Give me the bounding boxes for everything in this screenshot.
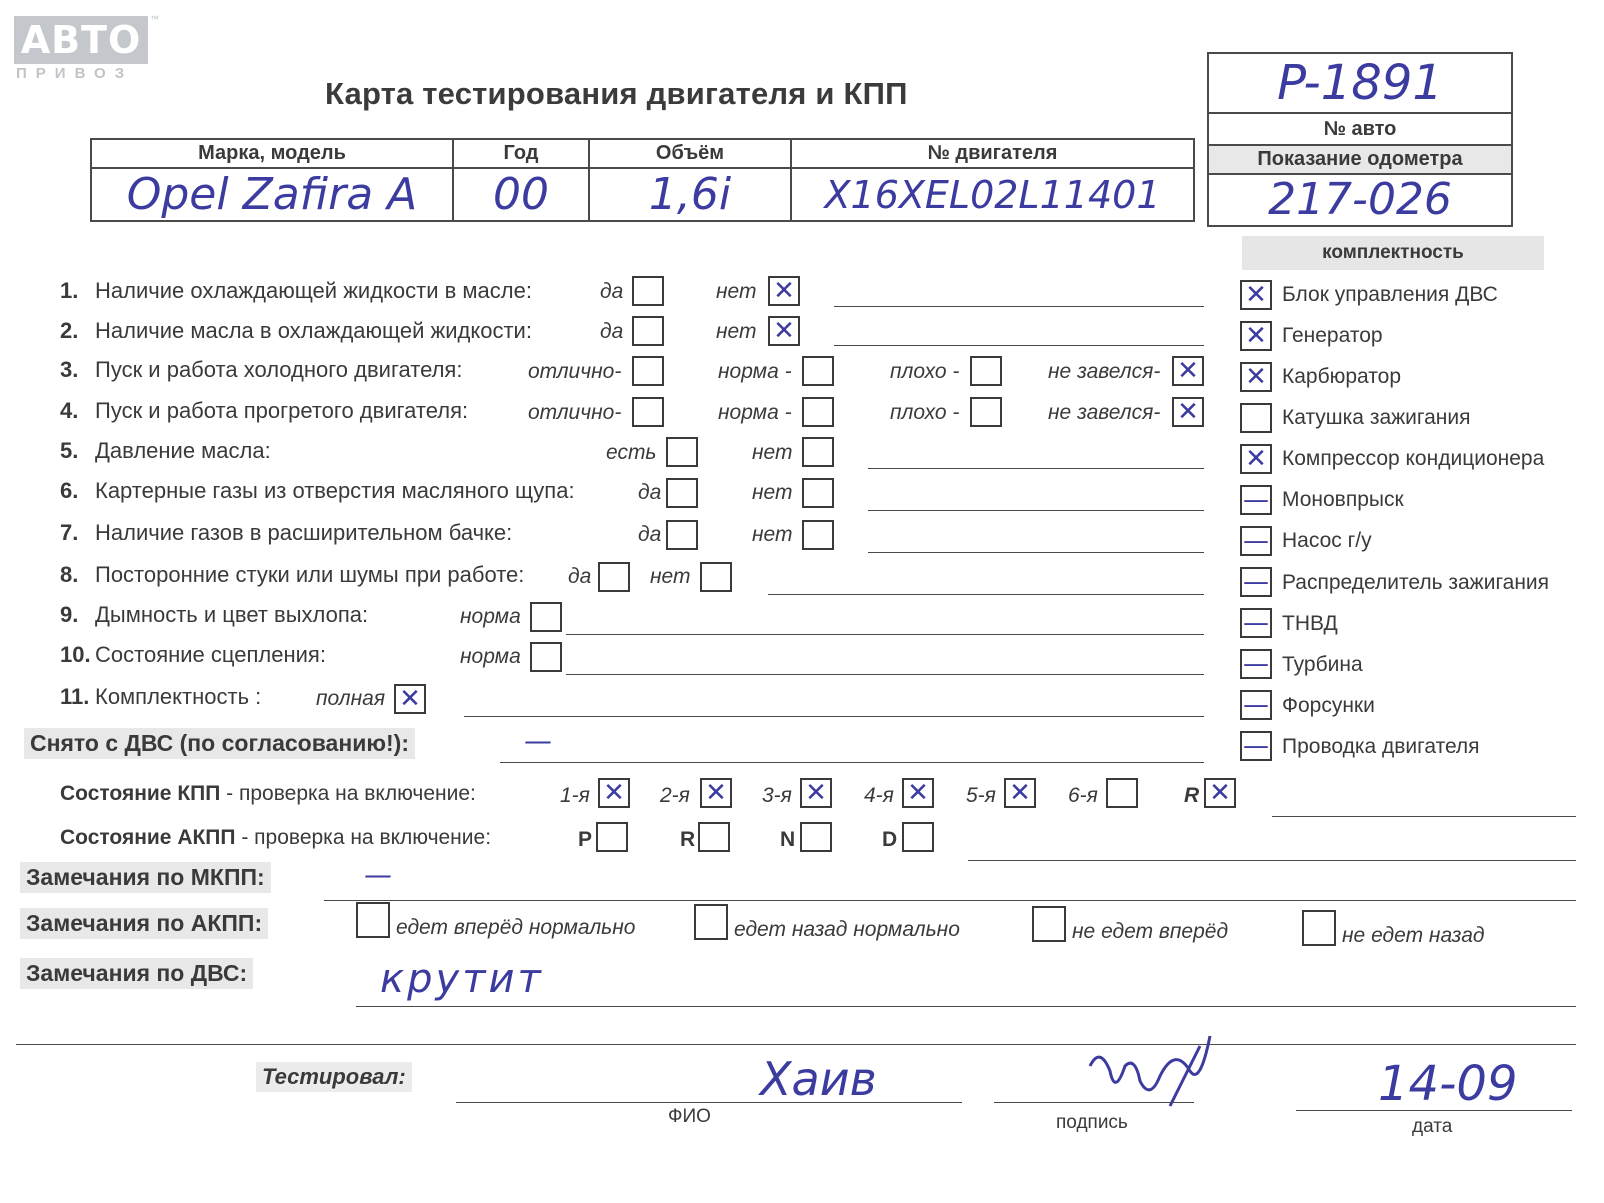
option-label: полная <box>316 687 386 710</box>
komplektnost-item: Форсунки <box>1282 694 1375 717</box>
option-label: да <box>600 320 624 343</box>
auto-number-box <box>1207 52 1513 227</box>
gear-checkbox-checked[interactable]: ✕ <box>800 778 832 808</box>
komplektnost-title: комплектность <box>1242 236 1544 270</box>
volume-value[interactable]: 1,6i <box>589 168 791 221</box>
engine-number-value[interactable]: X16XEL02L11401 <box>791 168 1194 221</box>
checkbox[interactable] <box>802 478 834 508</box>
kpp-label <box>60 782 476 806</box>
date-label: дата <box>1412 1116 1453 1137</box>
komplektnost-checkbox-dash[interactable]: — <box>1240 526 1272 556</box>
question-text: Посторонние стуки или шумы при работе: <box>95 562 525 587</box>
komplektnost-item: Катушка зажигания <box>1282 406 1471 429</box>
akpp-remark-option: не едет назад <box>1342 924 1485 947</box>
akpp-mode-checkbox[interactable] <box>902 822 934 852</box>
answer-line <box>566 634 1204 635</box>
komplektnost-checkbox-checked[interactable]: ✕ <box>1240 362 1272 392</box>
option-label: не завелся- <box>1048 360 1161 383</box>
gear-label: 2-я <box>660 784 690 807</box>
question-number: 1. <box>60 278 79 303</box>
komplektnost-item: Компрессор кондиционера <box>1282 447 1545 470</box>
akpp-remark-checkbox[interactable] <box>356 902 390 938</box>
akpp-mode-checkbox[interactable] <box>596 822 628 852</box>
option-label: норма - <box>718 360 792 383</box>
gear-label: 3-я <box>762 784 792 807</box>
gear-label: 4-я <box>864 784 894 807</box>
akpp-mode-label: N <box>780 828 796 851</box>
akpp-mode-label: R <box>680 828 696 851</box>
removed-value: — <box>524 724 552 757</box>
checkbox[interactable] <box>666 437 698 467</box>
question-number: 10. <box>60 642 91 667</box>
option-label: плохо - <box>890 360 960 383</box>
option-label: да <box>638 523 662 546</box>
option-label: отлично- <box>528 360 622 383</box>
checkbox[interactable] <box>802 397 834 427</box>
komplektnost-item: Проводка двигателя <box>1282 735 1480 758</box>
checkbox[interactable] <box>598 562 630 592</box>
fio-value: Хаив <box>760 1052 877 1106</box>
komplektnost-item: Моновпрыск <box>1282 488 1404 511</box>
gear-checkbox-checked[interactable]: ✕ <box>1004 778 1036 808</box>
option-label: плохо - <box>890 401 960 424</box>
option-label: нет <box>752 441 793 464</box>
auto-number-value: P-1891 <box>1209 54 1511 114</box>
option-label: да <box>568 565 592 588</box>
gear-checkbox-checked[interactable]: ✕ <box>902 778 934 808</box>
option-label: нет <box>716 280 757 303</box>
question-text: Состояние сцепления: <box>95 642 326 667</box>
akpp-mode-label: P <box>578 828 593 851</box>
col-header-engine-number: № двигателя <box>791 139 1194 168</box>
question-text: Пуск и работа прогретого двигателя: <box>95 398 469 423</box>
checkbox-checked[interactable]: ✕ <box>1172 356 1204 386</box>
answer-line <box>834 345 1204 346</box>
model-value[interactable]: Opel Zafira A <box>91 168 453 221</box>
komplektnost-item: Турбина <box>1282 653 1363 676</box>
col-header-volume: Объём <box>589 139 791 168</box>
komplektnost-item: Карбюратор <box>1282 365 1402 388</box>
answer-line <box>968 860 1576 861</box>
gear-checkbox-checked[interactable]: ✕ <box>1204 778 1236 808</box>
komplektnost-checkbox-dash[interactable]: — <box>1240 690 1272 720</box>
checkbox[interactable] <box>802 520 834 550</box>
tested-label: Тестировал: <box>256 1062 412 1092</box>
akpp-label-rest: - проверка на включение: <box>235 826 492 849</box>
komplektnost-checkbox-checked[interactable]: ✕ <box>1240 444 1272 474</box>
answer-line <box>356 1006 1576 1007</box>
option-label: нет <box>716 320 757 343</box>
checkbox[interactable] <box>632 397 664 427</box>
divider-line <box>16 1044 1576 1045</box>
checkbox[interactable] <box>530 642 562 672</box>
checkbox-checked[interactable]: ✕ <box>394 684 426 714</box>
gear-label: 1-я <box>560 784 590 807</box>
question-number: 8. <box>60 562 79 587</box>
sign-line <box>994 1102 1194 1103</box>
question-number: 11. <box>60 684 90 709</box>
date-value: 14-09 <box>1378 1056 1518 1112</box>
option-label: да <box>638 481 662 504</box>
answer-line <box>868 552 1204 553</box>
question-number: 2. <box>60 318 79 343</box>
question-text: Пуск и работа холодного двигателя: <box>95 357 463 382</box>
komplektnost-checkbox-checked[interactable]: ✕ <box>1240 321 1272 351</box>
option-label: есть <box>606 441 657 464</box>
fio-line <box>456 1102 962 1103</box>
option-label: нет <box>752 523 793 546</box>
checkbox[interactable] <box>666 520 698 550</box>
komplektnost-item: ТНВД <box>1282 612 1338 635</box>
komplektnost-item: Насос г/у <box>1282 529 1372 552</box>
answer-line <box>834 306 1204 307</box>
answer-line <box>868 468 1204 469</box>
akpp-mode-checkbox[interactable] <box>698 822 730 852</box>
col-header-year: Год <box>453 139 589 168</box>
auto-number-label: № авто <box>1209 114 1511 146</box>
option-label: не завелся- <box>1048 401 1161 424</box>
akpp-remark-checkbox[interactable] <box>1032 906 1066 942</box>
option-label: нет <box>650 565 691 588</box>
option-label: нет <box>752 481 793 504</box>
question-number: 6. <box>60 478 79 503</box>
checkbox[interactable] <box>632 276 664 306</box>
logo-subtitle: ПРИВОЗ <box>16 65 134 82</box>
answer-line <box>464 716 1204 717</box>
akpp-label-bold: Состояние АКПП <box>60 826 236 849</box>
question-text: Наличие газов в расширительном бачке: <box>95 520 513 545</box>
komplektnost-item: Распределитель зажигания <box>1282 571 1550 594</box>
question-number: 7. <box>60 520 79 545</box>
col-header-model: Марка, модель <box>91 139 453 168</box>
answer-line <box>324 900 1576 901</box>
checkbox[interactable] <box>970 397 1002 427</box>
akpp-mode-label: D <box>882 828 898 851</box>
answer-line <box>1272 816 1576 817</box>
answer-line <box>868 510 1204 511</box>
komplektnost-item: Блок управления ДВС <box>1282 283 1498 306</box>
checkbox[interactable] <box>632 356 664 386</box>
option-label: норма <box>460 645 521 668</box>
answer-line <box>500 762 1204 763</box>
checkbox[interactable] <box>666 478 698 508</box>
question-number: 9. <box>60 602 79 627</box>
akpp-label <box>60 826 491 850</box>
question-number: 3. <box>60 357 79 382</box>
vehicle-header-table <box>90 138 1195 222</box>
question-text: Наличие масла в охлаждающей жидкости: <box>95 318 532 343</box>
komplektnost-checkbox-dash[interactable]: — <box>1240 485 1272 515</box>
page-title: Карта тестирования двигателя и КПП <box>325 76 908 111</box>
komplektnost-checkbox[interactable] <box>1240 403 1272 433</box>
komplektnost-checkbox-dash[interactable]: — <box>1240 649 1272 679</box>
fio-label: ФИО <box>668 1106 711 1127</box>
akpp-remark-checkbox[interactable] <box>694 904 728 940</box>
gear-checkbox-checked[interactable]: ✕ <box>700 778 732 808</box>
dvs-remarks-value: крутит <box>380 956 544 1002</box>
question-text: Дымность и цвет выхлопа: <box>95 602 369 627</box>
dvs-remarks-label: Замечания по ДВС: <box>20 958 253 989</box>
checkbox-checked[interactable]: ✕ <box>768 316 800 346</box>
checkbox[interactable] <box>970 356 1002 386</box>
checkbox[interactable] <box>802 356 834 386</box>
akpp-remark-checkbox[interactable] <box>1302 910 1336 946</box>
logo-text: АВТО <box>20 18 142 62</box>
akpp-mode-checkbox[interactable] <box>800 822 832 852</box>
logo <box>14 16 148 64</box>
question-text: Комплектность : <box>95 684 262 709</box>
date-line <box>1296 1110 1572 1111</box>
mkpp-remarks-label: Замечания по МКПП: <box>20 862 271 893</box>
gear-label: 5-я <box>966 784 996 807</box>
kpp-label-rest: - проверка на включение: <box>220 782 476 805</box>
year-value[interactable]: 00 <box>453 168 589 221</box>
option-label: отлично- <box>528 401 622 424</box>
checkbox-checked[interactable]: ✕ <box>1172 397 1204 427</box>
checkbox[interactable] <box>700 562 732 592</box>
komplektnost-checkbox-checked[interactable]: ✕ <box>1240 280 1272 310</box>
gear-checkbox-checked[interactable]: ✕ <box>598 778 630 808</box>
mkpp-remarks-value: — <box>364 858 392 891</box>
question-number: 5. <box>60 438 79 463</box>
akpp-remark-option: едет вперёд нормально <box>396 916 636 939</box>
akpp-remark-option: едет назад нормально <box>734 918 960 941</box>
checkbox-checked[interactable]: ✕ <box>768 276 800 306</box>
checkbox[interactable] <box>632 316 664 346</box>
akpp-remark-option: не едет вперёд <box>1072 920 1229 943</box>
komplektnost-checkbox-dash[interactable]: — <box>1240 608 1272 638</box>
akpp-remarks-label: Замечания по АКПП: <box>20 908 268 939</box>
question-text: Наличие охлаждающей жидкости в масле: <box>95 278 532 303</box>
odometer-value: 217-026 <box>1268 174 1452 225</box>
gear-label: 6-я <box>1068 784 1098 807</box>
logo-tm: ™ <box>150 14 159 24</box>
option-label: норма <box>460 605 521 628</box>
answer-line <box>768 594 1204 595</box>
question-text: Картерные газы из отверстия масляного щупа: <box>95 478 575 503</box>
gear-checkbox[interactable] <box>1106 778 1138 808</box>
kpp-label-bold: Состояние КПП <box>60 782 221 805</box>
komplektnost-item: Генератор <box>1282 324 1383 347</box>
komplektnost-checkbox-dash[interactable]: — <box>1240 567 1272 597</box>
sign-label: подпись <box>1056 1112 1128 1133</box>
odometer-label: Показание одометра <box>1209 146 1511 175</box>
gear-label: R <box>1184 784 1200 807</box>
question-number: 4. <box>60 398 79 423</box>
question-text: Давление масла: <box>95 438 271 463</box>
checkbox[interactable] <box>802 437 834 467</box>
checkbox[interactable] <box>530 602 562 632</box>
removed-label: Снято с ДВС (по согласованию!): <box>24 728 415 759</box>
option-label: да <box>600 280 624 303</box>
komplektnost-checkbox-dash[interactable]: — <box>1240 731 1272 761</box>
answer-line <box>566 674 1204 675</box>
option-label: норма - <box>718 401 792 424</box>
